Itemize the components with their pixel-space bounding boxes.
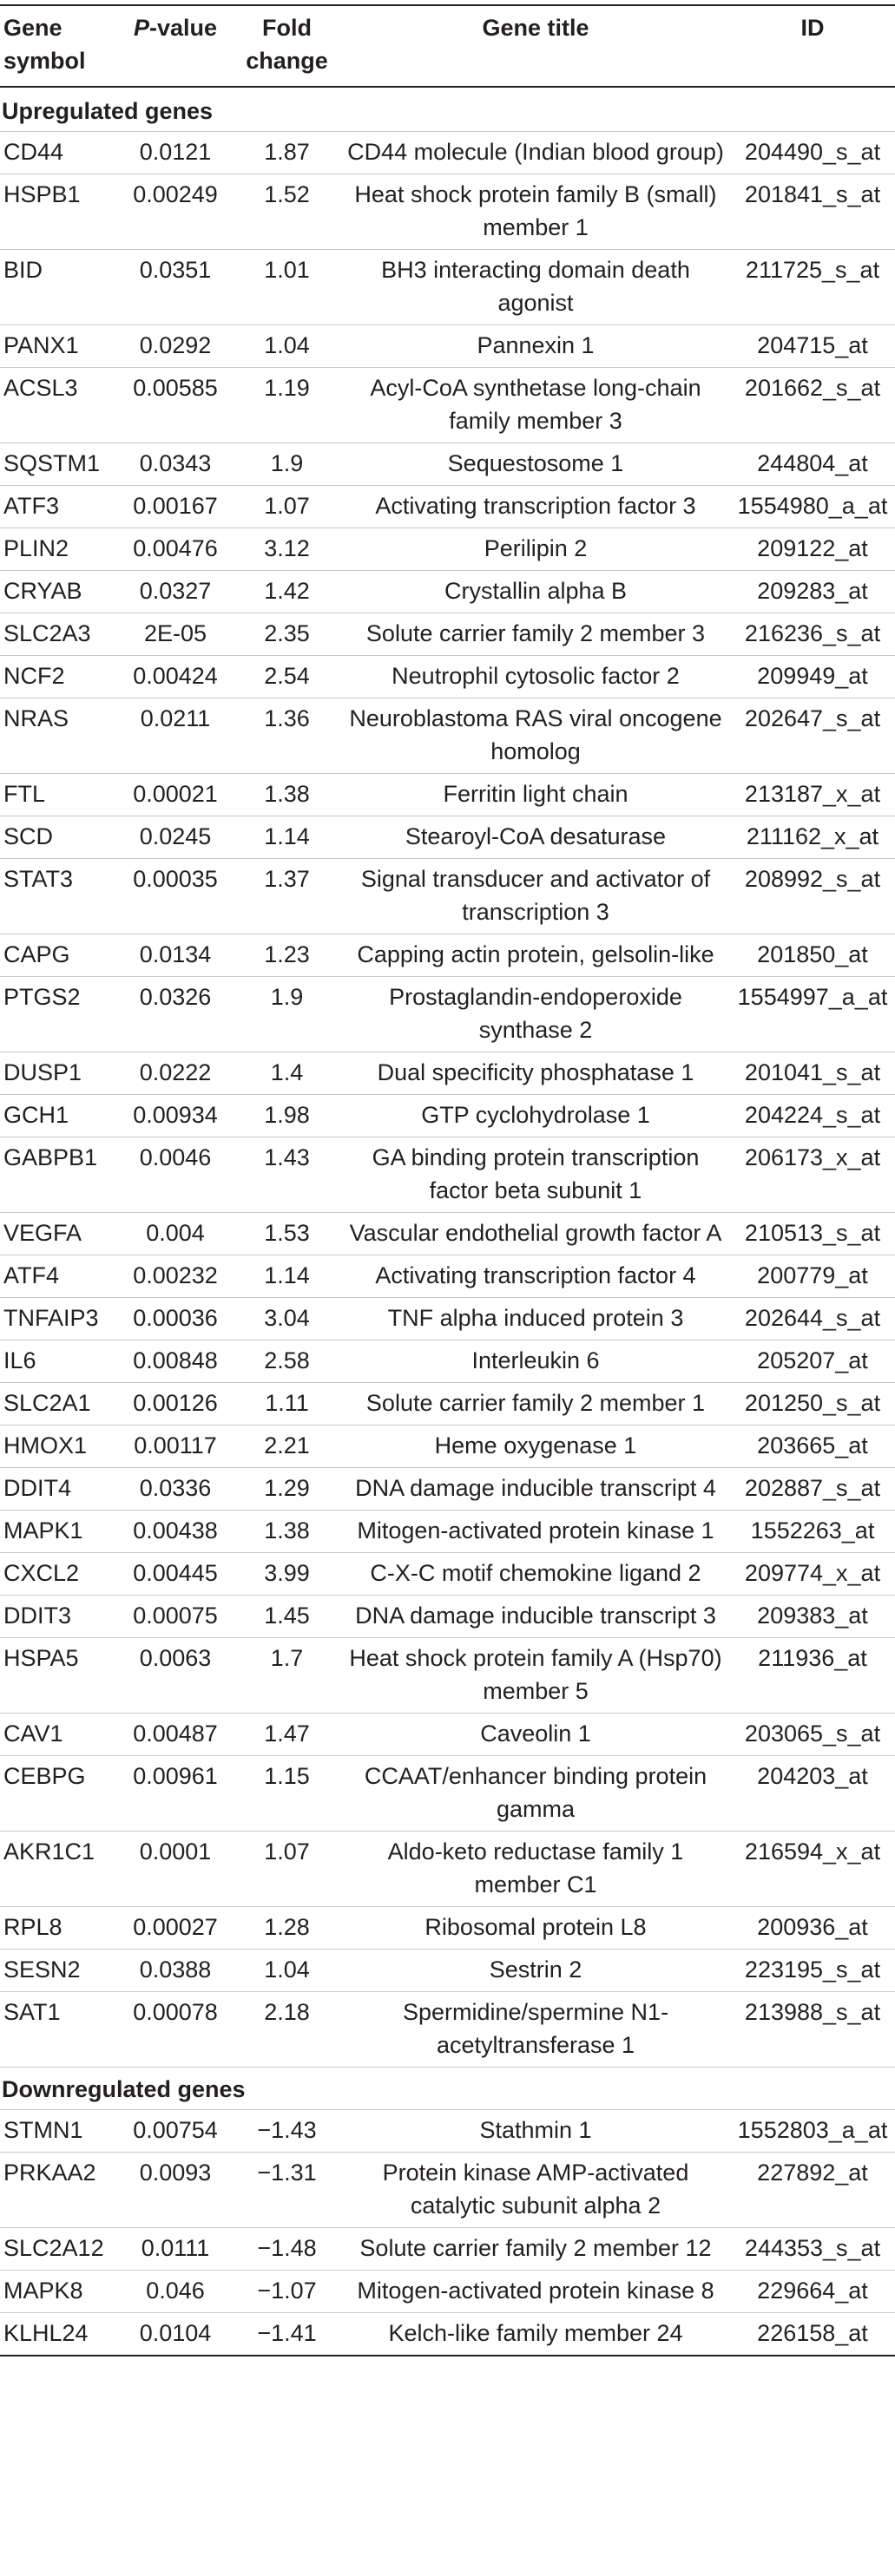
probe-id-cell: 216236_s_at xyxy=(730,613,895,656)
probe-id-cell: 210513_s_at xyxy=(730,1213,895,1255)
probe-id-cell: 211936_at xyxy=(730,1638,895,1714)
gene-symbol-cell: TNFAIP3 xyxy=(0,1298,118,1340)
gene-symbol-cell: VEGFA xyxy=(0,1213,118,1255)
table-row xyxy=(0,132,895,174)
gene-title-cell: Signal transducer and activator of transcription 3 xyxy=(341,859,730,934)
probe-id-cell: 1552263_at xyxy=(730,1511,895,1553)
gene-title-cell: Heme oxygenase 1 xyxy=(341,1426,730,1468)
section-header-row xyxy=(0,2068,895,2110)
fold-change-cell: 1.53 xyxy=(233,1213,341,1255)
fold-change-cell: 1.07 xyxy=(233,486,341,528)
gene-symbol-cell: HSPA5 xyxy=(0,1638,118,1714)
table-row xyxy=(0,934,895,977)
gene-symbol-cell: HSPB1 xyxy=(0,174,118,250)
gene-title-cell: Spermidine/spermine N1-acetyltransferase 1 xyxy=(341,1992,730,2068)
table-row xyxy=(0,816,895,859)
fold-change-cell: 1.04 xyxy=(233,1950,341,1992)
probe-id-cell: 209774_x_at xyxy=(730,1553,895,1596)
gene-symbol-cell: SAT1 xyxy=(0,1992,118,2068)
table-row xyxy=(0,1052,895,1095)
probe-id-cell: 206173_x_at xyxy=(730,1137,895,1213)
probe-id-cell: 202644_s_at xyxy=(730,1298,895,1340)
table-row xyxy=(0,1213,895,1255)
p-value-cell: 0.00445 xyxy=(118,1553,233,1596)
p-value-cell: 0.00848 xyxy=(118,1340,233,1383)
fold-change-cell: 3.99 xyxy=(233,1553,341,1596)
fold-change-cell: 2.21 xyxy=(233,1426,341,1468)
p-value-cell: 0.0343 xyxy=(118,443,233,486)
gene-title-cell: Mitogen-activated protein kinase 1 xyxy=(341,1511,730,1553)
gene-title-cell: Neuroblastoma RAS viral oncogene homolog xyxy=(341,698,730,774)
gene-title-cell: Heat shock protein family A (Hsp70) member 5 xyxy=(341,1638,730,1714)
probe-id-cell: 211162_x_at xyxy=(730,816,895,859)
table-row xyxy=(0,486,895,528)
probe-id-cell: 204490_s_at xyxy=(730,132,895,174)
probe-id-cell: 201041_s_at xyxy=(730,1052,895,1095)
fold-change-cell: 1.29 xyxy=(233,1468,341,1511)
table-row xyxy=(0,1596,895,1638)
table-row xyxy=(0,2228,895,2271)
p-value-cell: 0.0222 xyxy=(118,1052,233,1095)
gene-title-cell: Crystallin alpha B xyxy=(341,571,730,613)
fold-change-cell: 1.28 xyxy=(233,1907,341,1950)
table-row xyxy=(0,528,895,571)
header-gene-symbol xyxy=(0,5,118,87)
gene-symbol-cell: SESN2 xyxy=(0,1950,118,1992)
table-row xyxy=(0,1832,895,1907)
probe-id-cell: 202887_s_at xyxy=(730,1468,895,1511)
gene-symbol-cell: SLC2A3 xyxy=(0,613,118,656)
gene-symbol-cell: SLC2A12 xyxy=(0,2228,118,2271)
fold-change-cell: 1.42 xyxy=(233,571,341,613)
gene-title-cell: Aldo-keto reductase family 1 member C1 xyxy=(341,1832,730,1907)
fold-change-cell: 1.37 xyxy=(233,859,341,934)
table-row xyxy=(0,174,895,250)
gene-symbol-cell: FTL xyxy=(0,774,118,816)
p-value-cell: 0.0093 xyxy=(118,2153,233,2228)
gene-symbol-cell: ATF3 xyxy=(0,486,118,528)
table-row xyxy=(0,859,895,934)
gene-title-cell: Vascular endothelial growth factor A xyxy=(341,1213,730,1255)
table-row xyxy=(0,1638,895,1714)
section-title: Downregulated genes xyxy=(0,2068,895,2110)
gene-symbol-cell: MAPK1 xyxy=(0,1511,118,1553)
table-row xyxy=(0,1426,895,1468)
p-value-cell: 0.00934 xyxy=(118,1095,233,1137)
gene-title-cell: Interleukin 6 xyxy=(341,1340,730,1383)
fold-change-cell: 1.98 xyxy=(233,1095,341,1137)
p-value-cell: 0.00438 xyxy=(118,1511,233,1553)
table-row xyxy=(0,1255,895,1298)
gene-title-cell: Sequestosome 1 xyxy=(341,443,730,486)
gene-symbol-cell: CRYAB xyxy=(0,571,118,613)
header-p-rest: -value xyxy=(148,15,218,41)
p-value-cell: 0.00117 xyxy=(118,1426,233,1468)
probe-id-cell: 223195_s_at xyxy=(730,1950,895,1992)
gene-title-cell: Activating transcription factor 4 xyxy=(341,1255,730,1298)
p-value-cell: 0.00167 xyxy=(118,486,233,528)
fold-change-cell: −1.31 xyxy=(233,2153,341,2228)
gene-title-cell: Heat shock protein family B (small) member 1 xyxy=(341,174,730,250)
p-value-cell: 2E-05 xyxy=(118,613,233,656)
probe-id-cell: 209283_at xyxy=(730,571,895,613)
fold-change-cell: 1.43 xyxy=(233,1137,341,1213)
gene-title-cell: Protein kinase AMP-activated catalytic subunit alpha 2 xyxy=(341,2153,730,2228)
probe-id-cell: 201662_s_at xyxy=(730,368,895,443)
gene-title-cell: GTP cyclohydrolase 1 xyxy=(341,1095,730,1137)
gene-symbol-cell: CAPG xyxy=(0,934,118,977)
gene-symbol-cell: BID xyxy=(0,250,118,325)
fold-change-cell: 1.38 xyxy=(233,774,341,816)
probe-id-cell: 1554997_a_at xyxy=(730,977,895,1052)
fold-change-cell: 3.12 xyxy=(233,528,341,571)
fold-change-cell: 2.58 xyxy=(233,1340,341,1383)
p-value-cell: 0.00232 xyxy=(118,1255,233,1298)
section-title: Upregulated genes xyxy=(0,87,895,132)
gene-symbol-cell: STAT3 xyxy=(0,859,118,934)
probe-id-cell: 201250_s_at xyxy=(730,1383,895,1426)
gene-title-cell: Perilipin 2 xyxy=(341,528,730,571)
p-value-cell: 0.0063 xyxy=(118,1638,233,1714)
table-header xyxy=(0,5,895,87)
table-row xyxy=(0,1383,895,1426)
p-value-cell: 0.0326 xyxy=(118,977,233,1052)
gene-symbol-cell: CD44 xyxy=(0,132,118,174)
gene-title-cell: BH3 interacting domain death agonist xyxy=(341,250,730,325)
fold-change-cell: 1.11 xyxy=(233,1383,341,1426)
gene-symbol-cell: KLHL24 xyxy=(0,2313,118,2356)
fold-change-cell: 1.15 xyxy=(233,1756,341,1832)
gene-symbol-cell: HMOX1 xyxy=(0,1426,118,1468)
gene-symbol-cell: DDIT3 xyxy=(0,1596,118,1638)
probe-id-cell: 213187_x_at xyxy=(730,774,895,816)
gene-symbol-cell: GCH1 xyxy=(0,1095,118,1137)
p-value-cell: 0.00487 xyxy=(118,1714,233,1756)
gene-symbol-cell: MAPK8 xyxy=(0,2271,118,2313)
gene-symbol-cell: CAV1 xyxy=(0,1714,118,1756)
p-value-cell: 0.0327 xyxy=(118,571,233,613)
table-row xyxy=(0,698,895,774)
gene-title-cell: Mitogen-activated protein kinase 8 xyxy=(341,2271,730,2313)
table-row xyxy=(0,325,895,368)
probe-id-cell: 200936_at xyxy=(730,1907,895,1950)
p-value-cell: 0.0292 xyxy=(118,325,233,368)
header-gene-title: Gene title xyxy=(341,5,730,87)
table-row xyxy=(0,250,895,325)
p-value-cell: 0.0388 xyxy=(118,1950,233,1992)
table-row xyxy=(0,1468,895,1511)
gene-title-cell: Ribosomal protein L8 xyxy=(341,1907,730,1950)
table-row xyxy=(0,2153,895,2228)
gene-title-cell: TNF alpha induced protein 3 xyxy=(341,1298,730,1340)
gene-title-cell: Stathmin 1 xyxy=(341,2110,730,2153)
fold-change-cell: 1.36 xyxy=(233,698,341,774)
header-fold-change xyxy=(233,5,341,87)
p-value-cell: 0.046 xyxy=(118,2271,233,2313)
fold-change-cell: 1.4 xyxy=(233,1052,341,1095)
gene-symbol-cell: SQSTM1 xyxy=(0,443,118,486)
fold-change-cell: 1.14 xyxy=(233,816,341,859)
p-value-cell: 0.0104 xyxy=(118,2313,233,2356)
probe-id-cell: 204203_at xyxy=(730,1756,895,1832)
p-value-cell: 0.0211 xyxy=(118,698,233,774)
p-value-cell: 0.00585 xyxy=(118,368,233,443)
probe-id-cell: 1554980_a_at xyxy=(730,486,895,528)
probe-id-cell: 202647_s_at xyxy=(730,698,895,774)
gene-symbol-cell: ACSL3 xyxy=(0,368,118,443)
gene-title-cell: Sestrin 2 xyxy=(341,1950,730,1992)
probe-id-cell: 209383_at xyxy=(730,1596,895,1638)
header-id: ID xyxy=(730,5,895,87)
gene-title-cell: Solute carrier family 2 member 12 xyxy=(341,2228,730,2271)
gene-title-cell: Neutrophil cytosolic factor 2 xyxy=(341,656,730,698)
gene-title-cell: Capping actin protein, gelsolin-like xyxy=(341,934,730,977)
probe-id-cell: 200779_at xyxy=(730,1255,895,1298)
probe-id-cell: 229664_at xyxy=(730,2271,895,2313)
fold-change-cell: −1.07 xyxy=(233,2271,341,2313)
p-value-cell: 0.00961 xyxy=(118,1756,233,1832)
p-value-cell: 0.00249 xyxy=(118,174,233,250)
gene-title-cell: CD44 molecule (Indian blood group) xyxy=(341,132,730,174)
p-value-cell: 0.00027 xyxy=(118,1907,233,1950)
table-row xyxy=(0,1095,895,1137)
fold-change-cell: 1.19 xyxy=(233,368,341,443)
p-value-cell: 0.0134 xyxy=(118,934,233,977)
gene-title-cell: Dual specificity phosphatase 1 xyxy=(341,1052,730,1095)
gene-title-cell: Kelch-like family member 24 xyxy=(341,2313,730,2356)
gene-symbol-cell: PLIN2 xyxy=(0,528,118,571)
probe-id-cell: 209122_at xyxy=(730,528,895,571)
table-row xyxy=(0,2110,895,2153)
p-value-cell: 0.00078 xyxy=(118,1992,233,2068)
p-value-cell: 0.00476 xyxy=(118,528,233,571)
gene-symbol-cell: NRAS xyxy=(0,698,118,774)
gene-symbol-cell: PANX1 xyxy=(0,325,118,368)
fold-change-cell: 1.7 xyxy=(233,1638,341,1714)
probe-id-cell: 201841_s_at xyxy=(730,174,895,250)
gene-symbol-cell: PRKAA2 xyxy=(0,2153,118,2228)
gene-table xyxy=(0,4,895,2356)
gene-symbol-cell: RPL8 xyxy=(0,1907,118,1950)
table-row xyxy=(0,977,895,1052)
gene-title-cell: Prostaglandin-endoperoxide synthase 2 xyxy=(341,977,730,1052)
table-row xyxy=(0,1950,895,1992)
p-value-cell: 0.00126 xyxy=(118,1383,233,1426)
gene-title-cell: Pannexin 1 xyxy=(341,325,730,368)
p-value-cell: 0.0111 xyxy=(118,2228,233,2271)
table-row xyxy=(0,613,895,656)
fold-change-cell: 1.47 xyxy=(233,1714,341,1756)
probe-id-cell: 227892_at xyxy=(730,2153,895,2228)
gene-title-cell: Activating transcription factor 3 xyxy=(341,486,730,528)
fold-change-cell: 1.01 xyxy=(233,250,341,325)
probe-id-cell: 226158_at xyxy=(730,2313,895,2356)
gene-symbol-cell: IL6 xyxy=(0,1340,118,1383)
header-fold-change-line2: change xyxy=(246,48,328,74)
p-value-cell: 0.00036 xyxy=(118,1298,233,1340)
probe-id-cell: 204224_s_at xyxy=(730,1095,895,1137)
fold-change-cell: 1.52 xyxy=(233,174,341,250)
probe-id-cell: 211725_s_at xyxy=(730,250,895,325)
table-row xyxy=(0,774,895,816)
gene-title-cell: Acyl-CoA synthetase long-chain family member 3 xyxy=(341,368,730,443)
fold-change-cell: 1.38 xyxy=(233,1511,341,1553)
table-row xyxy=(0,1907,895,1950)
p-value-cell: 0.0001 xyxy=(118,1832,233,1907)
p-value-cell: 0.0121 xyxy=(118,132,233,174)
gene-symbol-cell: SCD xyxy=(0,816,118,859)
probe-id-cell: 244353_s_at xyxy=(730,2228,895,2271)
section-header-row xyxy=(0,87,895,132)
table-row xyxy=(0,368,895,443)
fold-change-cell: 1.45 xyxy=(233,1596,341,1638)
table-row xyxy=(0,2271,895,2313)
fold-change-cell: 2.18 xyxy=(233,1992,341,2068)
p-value-cell: 0.00075 xyxy=(118,1596,233,1638)
probe-id-cell: 208992_s_at xyxy=(730,859,895,934)
probe-id-cell: 244804_at xyxy=(730,443,895,486)
fold-change-cell: 1.14 xyxy=(233,1255,341,1298)
fold-change-cell: −1.48 xyxy=(233,2228,341,2271)
table-row xyxy=(0,1553,895,1596)
fold-change-cell: 1.07 xyxy=(233,1832,341,1907)
gene-symbol-cell: PTGS2 xyxy=(0,977,118,1052)
p-value-cell: 0.00424 xyxy=(118,656,233,698)
fold-change-cell: 1.04 xyxy=(233,325,341,368)
fold-change-cell: −1.43 xyxy=(233,2110,341,2153)
gene-symbol-cell: STMN1 xyxy=(0,2110,118,2153)
probe-id-cell: 205207_at xyxy=(730,1340,895,1383)
fold-change-cell: 2.35 xyxy=(233,613,341,656)
probe-id-cell: 216594_x_at xyxy=(730,1832,895,1907)
gene-title-cell: Stearoyl-CoA desaturase xyxy=(341,816,730,859)
table-body xyxy=(0,87,895,2356)
header-p-italic: P xyxy=(133,15,149,41)
gene-symbol-cell: GABPB1 xyxy=(0,1137,118,1213)
fold-change-cell: 1.87 xyxy=(233,132,341,174)
header-row xyxy=(0,5,895,87)
gene-symbol-cell: DDIT4 xyxy=(0,1468,118,1511)
gene-symbol-cell: ATF4 xyxy=(0,1255,118,1298)
gene-title-cell: GA binding protein transcription factor beta subunit 1 xyxy=(341,1137,730,1213)
gene-title-cell: DNA damage inducible transcript 3 xyxy=(341,1596,730,1638)
p-value-cell: 0.00754 xyxy=(118,2110,233,2153)
fold-change-cell: −1.41 xyxy=(233,2313,341,2356)
fold-change-cell: 1.9 xyxy=(233,977,341,1052)
gene-title-cell: DNA damage inducible transcript 4 xyxy=(341,1468,730,1511)
table-row xyxy=(0,1992,895,2068)
table-row xyxy=(0,1137,895,1213)
gene-title-cell: Caveolin 1 xyxy=(341,1714,730,1756)
fold-change-cell: 3.04 xyxy=(233,1298,341,1340)
header-fold-change-line1: Fold xyxy=(262,15,312,41)
gene-symbol-cell: CEBPG xyxy=(0,1756,118,1832)
table-row xyxy=(0,443,895,486)
p-value-cell: 0.004 xyxy=(118,1213,233,1255)
table-row xyxy=(0,1298,895,1340)
gene-title-cell: Solute carrier family 2 member 3 xyxy=(341,613,730,656)
table-row xyxy=(0,1756,895,1832)
fold-change-cell: 1.9 xyxy=(233,443,341,486)
p-value-cell: 0.0245 xyxy=(118,816,233,859)
gene-symbol-cell: CXCL2 xyxy=(0,1553,118,1596)
probe-id-cell: 203665_at xyxy=(730,1426,895,1468)
gene-symbol-cell: AKR1C1 xyxy=(0,1832,118,1907)
p-value-cell: 0.00035 xyxy=(118,859,233,934)
p-value-cell: 0.0351 xyxy=(118,250,233,325)
table-row xyxy=(0,656,895,698)
header-gene-symbol-line1: Gene xyxy=(3,15,63,41)
table-row xyxy=(0,1511,895,1553)
gene-symbol-cell: NCF2 xyxy=(0,656,118,698)
p-value-cell: 0.0336 xyxy=(118,1468,233,1511)
probe-id-cell: 209949_at xyxy=(730,656,895,698)
probe-id-cell: 204715_at xyxy=(730,325,895,368)
table-row xyxy=(0,1340,895,1383)
probe-id-cell: 201850_at xyxy=(730,934,895,977)
probe-id-cell: 203065_s_at xyxy=(730,1714,895,1756)
gene-title-cell: CCAAT/enhancer binding protein gamma xyxy=(341,1756,730,1832)
gene-symbol-cell: DUSP1 xyxy=(0,1052,118,1095)
fold-change-cell: 1.23 xyxy=(233,934,341,977)
fold-change-cell: 2.54 xyxy=(233,656,341,698)
probe-id-cell: 1552803_a_at xyxy=(730,2110,895,2153)
p-value-cell: 0.0046 xyxy=(118,1137,233,1213)
table-row xyxy=(0,571,895,613)
gene-symbol-cell: SLC2A1 xyxy=(0,1383,118,1426)
gene-title-cell: C-X-C motif chemokine ligand 2 xyxy=(341,1553,730,1596)
table-row xyxy=(0,2313,895,2356)
probe-id-cell: 213988_s_at xyxy=(730,1992,895,2068)
p-value-cell: 0.00021 xyxy=(118,774,233,816)
table-row xyxy=(0,1714,895,1756)
gene-title-cell: Ferritin light chain xyxy=(341,774,730,816)
header-gene-symbol-line2: symbol xyxy=(3,48,86,74)
header-p-value xyxy=(118,5,233,87)
gene-title-cell: Solute carrier family 2 member 1 xyxy=(341,1383,730,1426)
